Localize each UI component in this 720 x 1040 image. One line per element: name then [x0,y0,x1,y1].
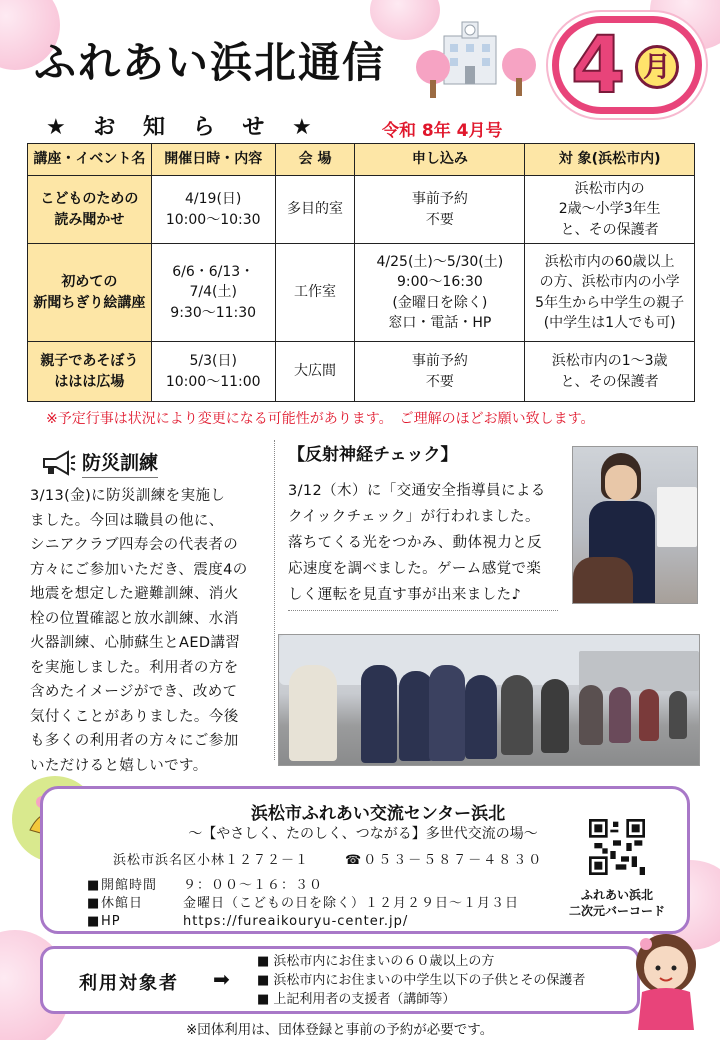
column-header: 会 場 [275,144,355,176]
info-row-hours: ■ 開館時間 ９：００〜１６：３０ [87,878,324,893]
event-apply: 4/25(土)〜5/30(土) 9:00〜16:30 (金曜日を除く) 窓口・電話・HP [355,244,525,342]
bousai-title: 防災訓練 [82,448,158,478]
qr-label: ふれあい浜北 二次元バーコード [568,888,665,918]
month-number: 4 [571,21,626,111]
event-datetime: 4/19(日) 10:00〜10:30 [151,176,275,244]
schedule-change-note: ※予定行事は状況により変更になる可能性があります。 ご理解のほどお願い致します。 [46,411,595,427]
list-item: ■ 浜松市内にお住まいの６０歳以上の方 [257,954,495,969]
table-row [28,176,695,244]
event-apply: 事前予約 不要 [355,342,525,402]
cherry-tree-icon [416,50,450,98]
center-tagline: 〜【やさしく、たのしく、つながる】多世代交流の場〜 [188,826,538,842]
month-unit: 月 [635,45,679,89]
table-header-row [28,144,695,176]
group-use-footnote: ※団体利用は、団体登録と事前の予約が必要です。 [186,1022,494,1038]
event-venue: 大広間 [275,342,355,402]
bousai-heading [40,448,158,478]
event-apply: 事前予約 不要 [355,176,525,244]
list-item: ■ 上記利用者の支援者（講師等） [257,992,456,1007]
table-row [28,342,695,402]
section-divider [288,610,558,611]
qr-code-icon[interactable] [589,819,645,875]
megaphone-icon [40,450,76,476]
events-table [27,143,695,402]
event-venue: 工作室 [275,244,355,342]
target-users-box [40,946,640,1014]
list-item: ■ 浜松市内にお住まいの中学生以下の子供とその保護者 [257,973,586,988]
center-info-box [40,786,690,934]
event-name: 初めての 新聞ちぎり絵講座 [28,244,152,342]
event-target: 浜松市内の60歳以上 の方、浜松市内の小学 5年生から中学生の親子 (中学生は1人でも可) [525,244,695,342]
notice-title: ★ お 知 ら せ ★ [46,110,322,145]
event-name: こどものための 読み聞かせ [28,176,152,244]
cherry-tree-icon [502,48,536,96]
event-venue: 多目的室 [275,176,355,244]
event-datetime: 6/6・6/13・ 7/4(土) 9:30〜11:30 [151,244,275,342]
column-divider [274,440,275,760]
arrow-right-icon: ➡ [213,967,230,991]
evacuation-drill-photo [278,634,700,766]
event-target: 浜松市内の 2歳〜小学3年生 と、その保護者 [525,176,695,244]
newsletter-title: ふれあい浜北通信 [34,38,387,87]
bousai-article: 3/13(金)に防災訓練を実施し ました。今回は職員の他に、 シニアクラブ四寿会の代表者の 方々にご参加いただき、震度4の 地震を想定した避難訓練、消火 栓の位置確認と放水訓練、水消 火器訓練、心肺蘇生とAED講習 を実施しました。利用者の方を 含めたイメージができ、改めて 気付くことがありました。今後 も多くの利用者の方々にご参加 いただけると嬉しいです。 [30,488,248,774]
column-header: 講座・イベント名 [28,144,152,176]
hansha-article: 3/12（木）に「交通安全指導員による クイックチェック」が行われました。 落ちてくる光をつかみ、動体視力と反 応速度を調べました。ゲーム感覚で楽 しく運転を見直す事が出来ました♪ [288,483,546,603]
target-users-label: 利用対象者 [79,973,179,994]
info-row-hp[interactable]: ■ HP https://fureaikouryu-center.jp/ [87,914,409,929]
center-phone: ☎０５３－５８７－４８３０ [345,853,544,868]
column-header: 申し込み [355,144,525,176]
event-datetime: 5/3(日) 10:00〜11:00 [151,342,275,402]
column-header: 開催日時・内容 [151,144,275,176]
month-badge [552,16,702,114]
issue-label: 令和 8年 4月号 [382,121,503,141]
event-target: 浜松市内の1〜3歳 と、その保護者 [525,342,695,402]
center-name: 浜松市ふれあい交流センター浜北 [250,804,506,824]
center-info-list [87,877,519,931]
column-header: 対 象(浜松市内) [525,144,695,176]
target-users-list [257,952,585,1009]
hansha-title: 【反射神経チェック】 [288,445,458,465]
center-address: 浜松市浜名区小林１２７２－１ [113,853,310,868]
info-row-closed: ■ 休館日 金曜日（こどもの日を除く）１２月２９日〜１月３日 [87,896,520,911]
reflex-check-photo [572,446,698,604]
girl-illustration [624,926,708,1032]
table-row [28,244,695,342]
event-name: 親子であそぼう ははは広場 [28,342,152,402]
